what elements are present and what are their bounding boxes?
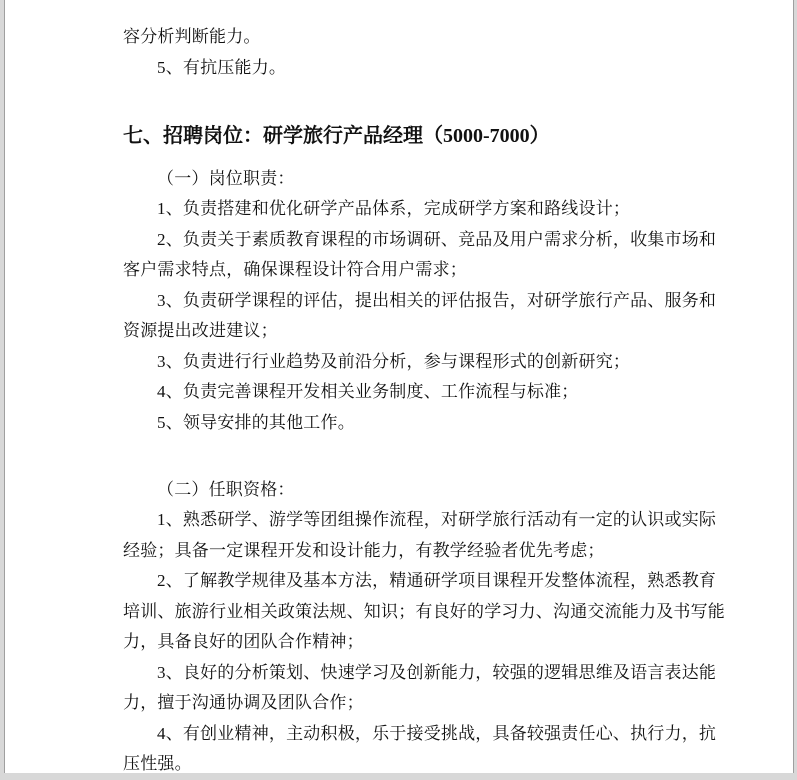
paragraph	[123, 194, 718, 225]
text-line: 力，擅于沟通协调及团队合作；	[123, 693, 364, 712]
paragraph	[123, 377, 718, 408]
text-line: 客户需求特点，确保课程设计符合用户需求；	[123, 260, 467, 279]
blank-line	[123, 438, 718, 469]
text-line: 2、了解教学规律及基本方法，精通研学项目课程开发整体流程，熟悉教育	[157, 571, 717, 590]
paragraph	[123, 505, 718, 566]
text-line: 1、负责搭建和优化研学产品体系，完成研学方案和路线设计；	[157, 199, 631, 218]
blank-line	[123, 83, 718, 114]
section-heading: 七、招聘岗位：研学旅行产品经理（5000-7000）	[123, 124, 550, 147]
paragraph	[123, 286, 718, 347]
text-line: 1、熟悉研学、游学等团组操作流程，对研学旅行活动有一定的认识或实际	[157, 510, 717, 529]
text-line: 容分析判断能力。	[123, 27, 261, 46]
text-line: 3、负责进行行业趋势及前沿分析，参与课程形式的创新研究；	[157, 351, 631, 371]
paragraph	[123, 658, 718, 719]
text-line: 4、负责完善课程开发相关业务制度、工作流程与标准；	[157, 382, 579, 401]
text-line: （二）任职资格：	[157, 479, 295, 499]
text-line: 压性强。	[123, 754, 192, 773]
paragraph	[123, 164, 718, 195]
text-line: 3、良好的分析策划、快速学习及创新能力，较强的逻辑思维及语言表达能	[157, 662, 717, 682]
document-content	[123, 0, 725, 780]
text-line: （一）岗位职责：	[157, 168, 295, 188]
text-line: 资源提出改进建议；	[123, 321, 278, 340]
text-line: 5、有抗压能力。	[157, 57, 287, 77]
text-line: 4、有创业精神，主动积极，乐于接受挑战，具备较强责任心、执行力，抗	[157, 723, 717, 743]
document-page	[4, 0, 794, 773]
text-line: 力，具备良好的团队合作精神；	[123, 632, 364, 651]
paragraph	[123, 475, 718, 506]
paragraph	[123, 22, 718, 53]
text-line: 2、负责关于素质教育课程的市场调研、竞品及用户需求分析，收集市场和	[157, 229, 717, 249]
paragraph	[123, 347, 718, 378]
paragraph	[123, 225, 718, 286]
paragraph	[123, 719, 718, 780]
text-line: 培训、旅游行业相关政策法规、知识；有良好的学习力、沟通交流能力及书写能	[123, 601, 725, 621]
text-line: 5、领导安排的其他工作。	[157, 412, 355, 432]
paragraph	[123, 53, 718, 84]
paragraph	[123, 408, 718, 439]
paragraph	[123, 566, 725, 658]
text-line: 3、负责研学课程的评估，提出相关的评估报告，对研学旅行产品、服务和	[157, 290, 717, 310]
text-line: 经验；具备一定课程开发和设计能力，有教学经验者优先考虑；	[123, 540, 605, 560]
